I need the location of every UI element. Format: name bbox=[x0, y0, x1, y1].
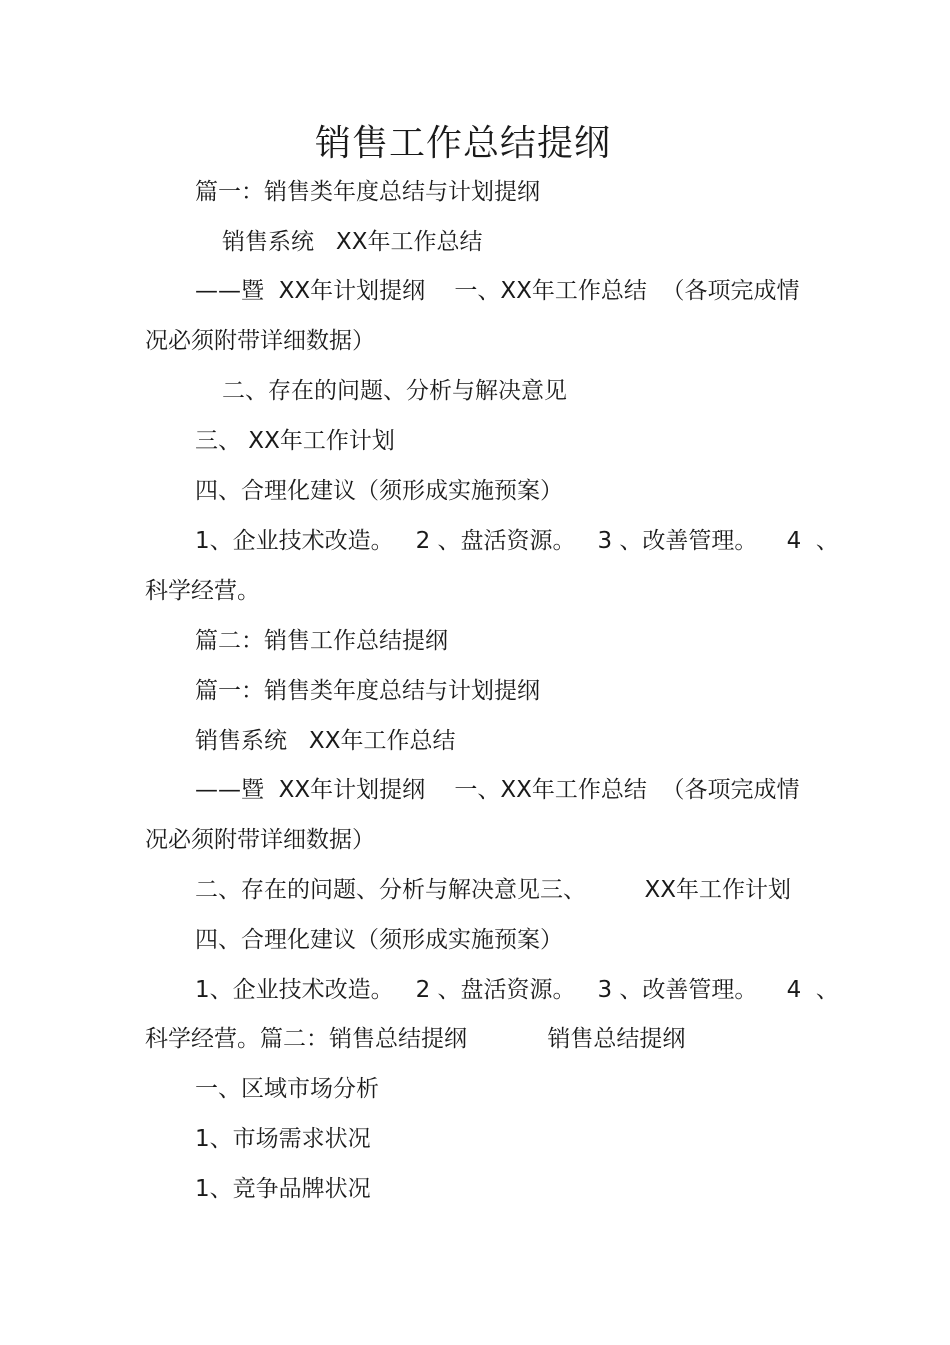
text-line: 篇一：销售类年度总结与计划提纲 bbox=[195, 179, 540, 205]
document-title: 销售工作总结提纲 bbox=[314, 123, 611, 164]
text-line: 四、合理化建议（须形成实施预案） bbox=[195, 478, 563, 504]
text-line: ——暨 XX年计划提纲 一、XX年工作总结 （各项完成情 bbox=[195, 777, 800, 803]
text-line: 况必须附带详细数据） bbox=[145, 328, 375, 354]
text-line: 二、存在的问题、分析与解决意见 bbox=[222, 378, 567, 404]
text-line: 篇一：销售类年度总结与计划提纲 bbox=[195, 678, 540, 704]
text-line: 三、 XX年工作计划 bbox=[195, 428, 395, 454]
text-line: 二、存在的问题、分析与解决意见三、 XX年工作计划 bbox=[195, 877, 792, 903]
text-line: 1、市场需求状况 bbox=[195, 1126, 371, 1152]
text-line: 销售系统 XX年工作总结 bbox=[195, 728, 456, 754]
text-line: 篇二：销售工作总结提纲 bbox=[195, 628, 448, 654]
text-line: 况必须附带详细数据） bbox=[145, 827, 375, 853]
text-line: 1、企业技术改造。 2 、盘活资源。 3 、改善管理。 4 、 bbox=[195, 528, 839, 554]
text-line: 1、企业技术改造。 2 、盘活资源。 3 、改善管理。 4 、 bbox=[195, 977, 839, 1003]
text-line: 四、合理化建议（须形成实施预案） bbox=[195, 927, 563, 953]
text-line: 科学经营。篇二：销售总结提纲 销售总结提纲 bbox=[145, 1026, 686, 1052]
text-line: ——暨 XX年计划提纲 一、XX年工作总结 （各项完成情 bbox=[195, 278, 800, 304]
text-line: 科学经营。 bbox=[145, 578, 260, 604]
text-line: 1、竞争品牌状况 bbox=[195, 1176, 371, 1202]
text-line: 销售系统 XX年工作总结 bbox=[222, 229, 483, 255]
text-line: 一、区域市场分析 bbox=[195, 1076, 379, 1102]
